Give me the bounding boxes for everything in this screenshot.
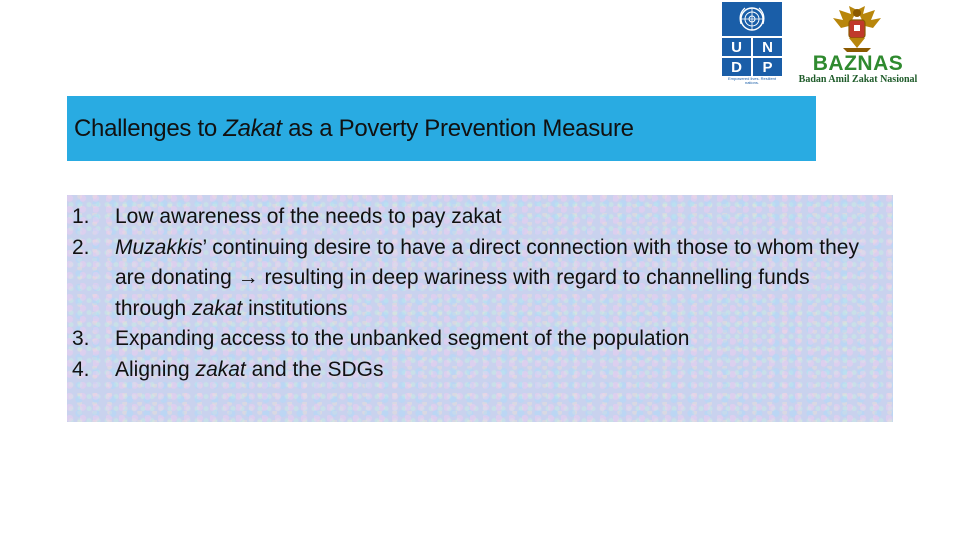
undp-letter: D [722, 58, 751, 76]
page-title: Challenges to Zakat as a Poverty Prevention Measure [74, 114, 634, 142]
baznas-logo [786, 4, 936, 86]
undp-logo [722, 2, 782, 85]
undp-tagline: Empowered lives. Resilient nations. [727, 76, 777, 85]
item-number: 2. [72, 235, 90, 259]
challenges-list [67, 202, 875, 385]
list-item: 1. Low awareness of the needs to pay zakat [67, 202, 875, 233]
arrow-right-icon: → [237, 266, 259, 289]
undp-letter-grid [722, 38, 782, 76]
content-box [67, 195, 893, 422]
undp-letter: U [722, 38, 751, 56]
undp-letter: N [753, 38, 782, 56]
garuda-emblem-icon [829, 4, 885, 54]
item-number: 4. [72, 357, 90, 381]
title-bar [67, 96, 816, 161]
baznas-name: BAZNAS [812, 52, 904, 75]
undp-letter: P [753, 58, 782, 76]
un-emblem-icon [722, 2, 782, 36]
item-number: 3. [72, 327, 90, 350]
list-item: 4. Aligning zakat and the SDGs [67, 355, 875, 386]
baznas-full-name: Badan Amil Zakat Nasional [798, 74, 918, 85]
list-item: 3. Expanding access to the unbanked segment of the population [67, 324, 875, 355]
item-number: 1. [72, 205, 90, 228]
list-item: 2. Muzakkis’ continuing desire to have a direct connection with those to whom they are donating → resulting in deep wariness with regard to channelling funds through zakat institutions [67, 233, 875, 325]
